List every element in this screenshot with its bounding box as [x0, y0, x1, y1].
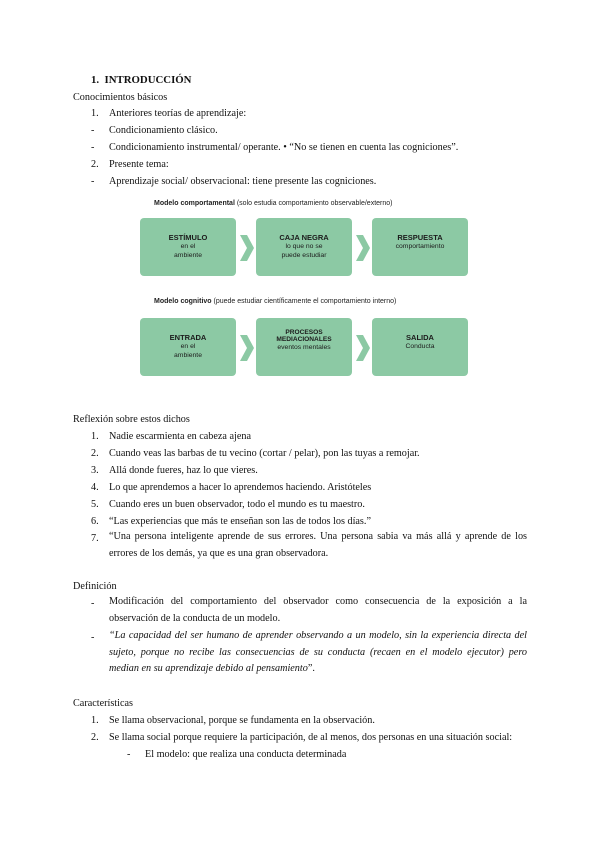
box-title: CAJA NEGRA	[279, 233, 329, 242]
conocimientos-title: Conocimientos básicos	[73, 92, 168, 103]
list-item-text: El modelo: que realiza una conducta determinada	[145, 749, 347, 760]
box-sub: lo que no se	[285, 243, 323, 250]
box-sub: en el	[180, 243, 196, 250]
box-sub: ambiente	[174, 252, 202, 259]
box-salida	[372, 318, 468, 376]
list-marker: 3.	[91, 465, 99, 476]
list-item-text: Se llama observacional, porque se fundamenta en la observación.	[109, 715, 375, 726]
list-item-text: “Las experiencias que más te enseñan son las de todos los días.”	[109, 516, 371, 527]
list-marker: -	[91, 142, 95, 153]
chevron-right-icon	[354, 335, 370, 361]
list-marker: 5.	[91, 499, 99, 510]
box-respuesta	[372, 218, 468, 276]
list-item-text: Presente tema:	[109, 159, 169, 170]
list-item-text: “Una persona inteligente aprende de sus errores. Una persona sabia va más allá y aprende de los errores de los demás, ya que es una gran observadora.	[109, 531, 527, 559]
list-marker: 7.	[91, 533, 99, 544]
box-sub: puede estudiar	[281, 252, 327, 259]
box-title: ESTÍMULO	[168, 233, 208, 242]
list-item-text: Condicionamiento instrumental/ operante. • “No se tienen en cuenta las cogniciones”.	[109, 142, 459, 153]
list-item-text: Lo que aprendemos a hacer lo aprendemos haciendo. Aristóteles	[109, 482, 372, 493]
list-item-text: Aprendizaje social/ observacional: tiene presente las cogniciones.	[109, 176, 377, 187]
box-title-line2: MEDIACIONALES	[276, 336, 332, 343]
list-item-text: Cuando eres un buen observador, todo el mundo es tu maestro.	[109, 499, 365, 510]
chevron-right-icon	[238, 235, 254, 261]
list-item-text: Cuando veas las barbas de tu vecino (cortar / pelar), pon las tuyas a remojar.	[109, 448, 420, 459]
box-title: ENTRADA	[169, 333, 207, 342]
list-marker: 1.	[91, 108, 99, 119]
section-heading: 1. INTRODUCCIÓN	[91, 74, 192, 86]
box-sub: en el	[180, 343, 196, 350]
model1-title-bold: Modelo comportamental	[154, 200, 235, 207]
model2-title-bold: Modelo cognitivo	[154, 298, 212, 305]
definicion-text: Modificación del comportamiento del observador como consecuencia de la exposición a la observación de la conducta de un modelo.	[109, 596, 527, 624]
reflexion-title: Reflexión sobre estos dichos	[73, 414, 190, 425]
list-marker: 4.	[91, 482, 99, 493]
list-marker: 2.	[91, 732, 99, 743]
definicion-quote	[109, 628, 527, 678]
list-marker: 1.	[91, 715, 99, 726]
models-diagram	[136, 194, 466, 399]
list-item-text: Anteriores teorías de aprendizaje:	[109, 108, 247, 119]
model1-title-rest: (solo estudia comportamiento observable/externo)	[234, 200, 393, 207]
list-marker: -	[91, 176, 95, 187]
model2-title	[154, 298, 396, 305]
box-estimulo	[140, 218, 236, 276]
list-marker: 1.	[91, 431, 99, 442]
list-marker: -	[127, 749, 131, 760]
list-marker: -	[91, 632, 95, 643]
chevron-right-icon	[354, 235, 370, 261]
box-title: RESPUESTA	[397, 233, 443, 242]
box-procesos	[256, 318, 352, 376]
box-sub: ambiente	[174, 352, 202, 359]
list-item-text: Se llama social porque requiere la participación, de al menos, dos personas en una situación social:	[109, 732, 513, 743]
list-marker: -	[91, 125, 95, 136]
list-item-text: Allá donde fueres, haz lo que vieres.	[109, 465, 258, 476]
model1-title	[154, 200, 393, 207]
caracteristicas-title: Características	[73, 698, 133, 709]
list-marker: 2.	[91, 159, 99, 170]
box-title: SALIDA	[406, 333, 434, 342]
list-marker: 2.	[91, 448, 99, 459]
box-sub: eventos mentales	[277, 344, 331, 351]
quote-end: ”.	[307, 663, 315, 674]
list-marker: -	[91, 598, 95, 609]
definicion-title: Definición	[73, 581, 117, 592]
box-title: PROCESOS	[285, 329, 323, 336]
box-caja-negra	[256, 218, 352, 276]
quote-italic: “La capacidad del ser humano de aprender observando a un modelo, sin la experiencia directa del sujeto, porque no recibe las consecuencias de su conducta (recaen en el modelo ejecutor) pero median en su aprendizaje debido al pensamiento	[109, 630, 527, 674]
box-entrada	[140, 318, 236, 376]
chevron-right-icon	[238, 335, 254, 361]
box-sub: comportamiento	[395, 243, 445, 250]
list-item-text: Nadie escarmienta en cabeza ajena	[109, 431, 251, 442]
box-sub: Conducta	[405, 343, 435, 350]
list-marker: 6.	[91, 516, 99, 527]
list-item-text: Condicionamiento clásico.	[109, 125, 218, 136]
model2-title-rest: (puede estudiar científicamente el comportamiento interno)	[211, 298, 397, 305]
